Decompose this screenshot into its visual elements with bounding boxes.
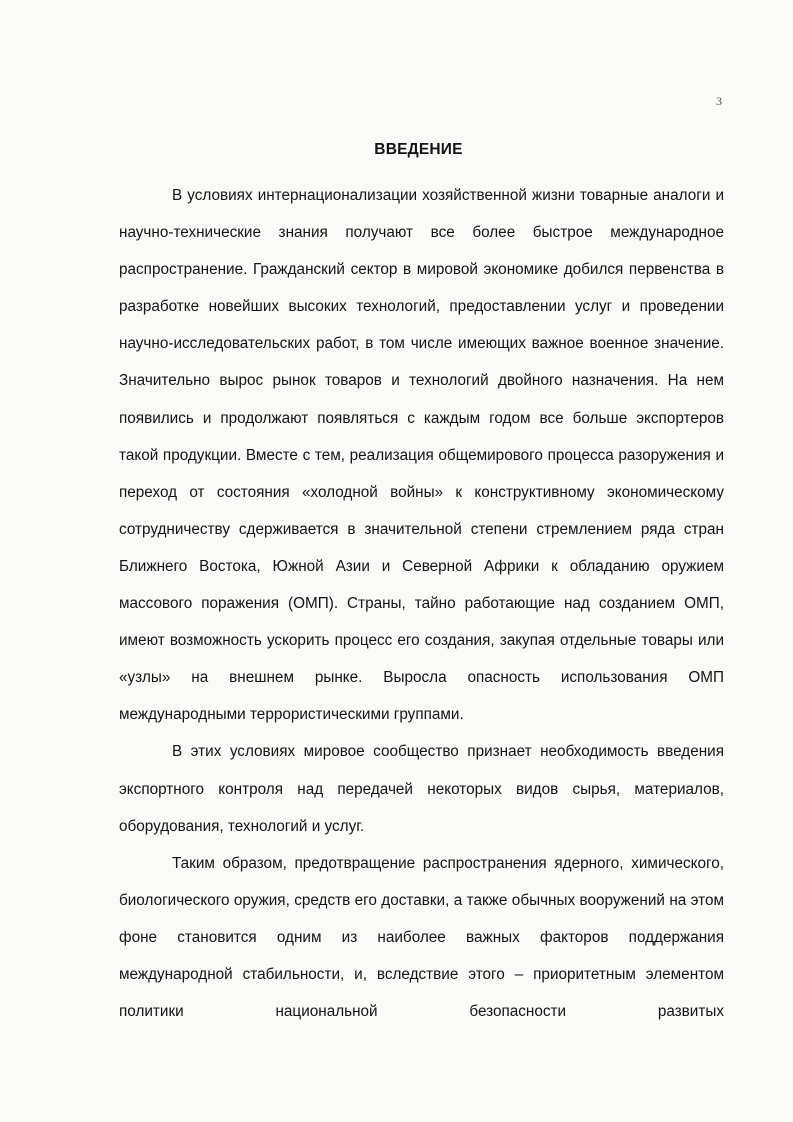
page-number: 3 (716, 94, 722, 108)
paragraph-2: В этих условиях мировое сообщество признает необходимость введения экспортного контроля над передачей некоторых видов сырья, материалов, оборудования, технологий и услуг. (119, 743, 724, 835)
paragraph-1: В условиях интернационализации хозяйственной жизни товарные аналоги и научно-технические знания получают все более быстрое международное распространение. Гражданский сектор в мировой экономике добился первенства в разработке новейших высоких технологий, предоставлении услуг и проведении научно-исследовательских работ, в том числе имеющих важное военное значение. Значительно вырос рынок товаров и технологий двойного назначения. На нем появились и продолжают появляться с каждым годом все больше экспортеров такой продукции. Вместе с тем, реализация общемирового процесса разоружения и переход от состояния «холодной войны» к конструктивному экономическому сотрудничеству сдерживается в значительной степени стремлением ряда стран Ближнего Востока, Южной Азии и Северной Африки к обладанию оружием массового поражения (ОМП). Страны, тайно работающие над созданием ОМП, имеют возможность ускорить процесс его создания, закупая отдельные товары или «узлы» на внешнем рынке. Выросла опасность использования ОМП международными террористическими группами. (119, 187, 724, 724)
paragraph-3: Таким образом, предотвращение распространения ядерного, химического, биологического оружия, средств его доставки, а также обычных вооружений на этом фоне становится одним из наиболее важных факторов поддержания международной стабильности, и, вследствие этого – приоритетным элементом политики национальной безопасности развитых (119, 854, 724, 1021)
page-title: ВВЕДЕНИЕ (374, 141, 463, 158)
body-text (119, 177, 724, 1030)
